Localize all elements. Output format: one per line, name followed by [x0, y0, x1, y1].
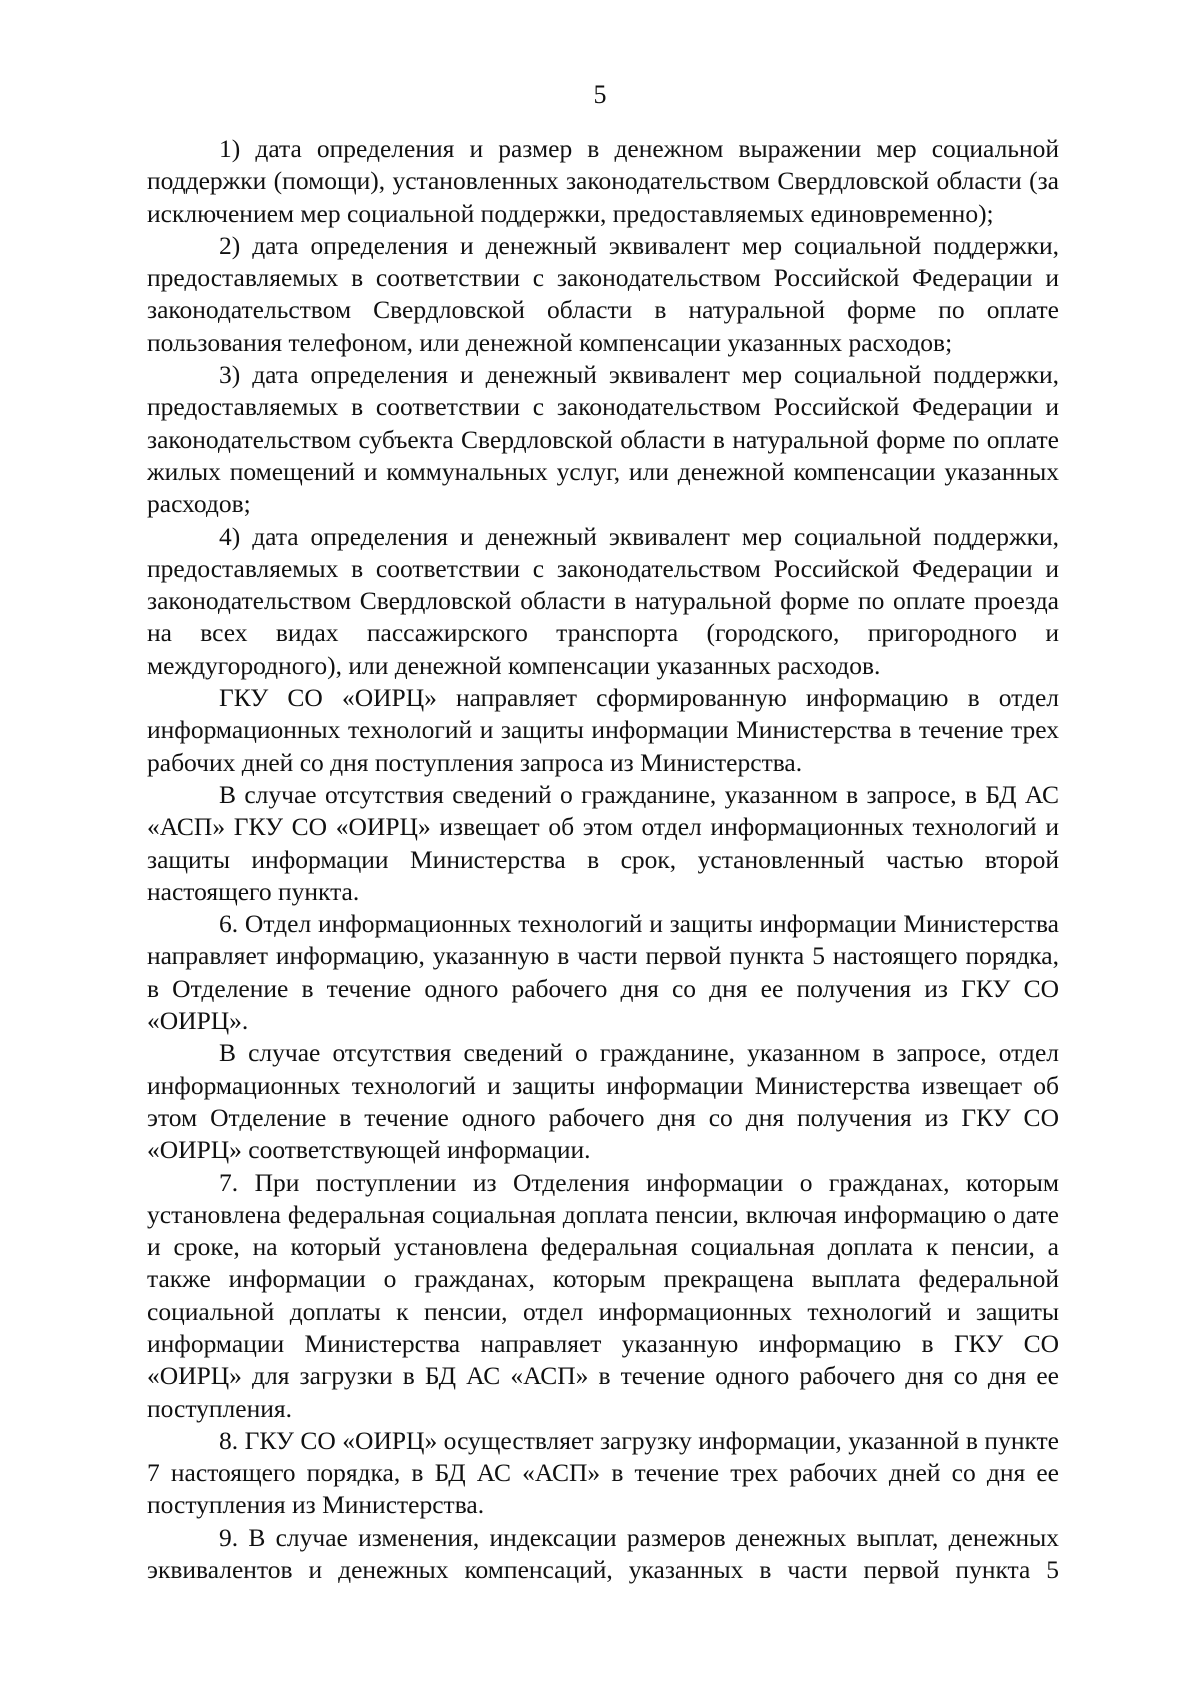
paragraph-item-1: 1) дата определения и размер в денежном выражении мер социальной поддержки (помощи), установленных законодательством Свердловской области (за исключением мер социальной поддержки, предоставляемых единовременно);	[147, 134, 1059, 228]
paragraph-point-7: 7. При поступлении из Отделения информации о гражданах, которым установлена федеральная социальная доплата пенсии, включая информацию о дате и сроке, на который установлена федеральная социальная доплата к пенсии, а также информации о гражданах, которым прекращена выплата федеральной социальной доплаты к пенсии, отдел информационных технологий и защиты информации Министерства направляет указанную информацию в ГКУ СО «ОИРЦ» для загрузки в БД АС «АСП» в течение одного рабочего дня со дня ее поступления.	[147, 1167, 1059, 1423]
paragraph-no-data-oirc: В случае отсутствия сведений о гражданине, указанном в запросе, в БД АС «АСП» ГКУ СО «ОИРЦ» извещает об этом отдел информационных технологий и защиты информации Министерства в срок, установленный частью второй настоящего пункта.	[147, 779, 1059, 906]
paragraph-oirc-sends-info: ГКУ СО «ОИРЦ» направляет сформированную информацию в отдел информационных технологий и защиты информации Министерства в течение трех рабочих дней со дня поступления запроса из Министерства.	[147, 683, 1059, 777]
paragraph-no-data-ministry: В случае отсутствия сведений о гражданине, указанном в запросе, отдел информационных технологий и защиты информации Министерства извещает об этом Отделение в течение одного рабочего дня со дня получения из ГКУ СО «ОИРЦ» соответствующей информации.	[147, 1038, 1059, 1165]
paragraph-point-9: 9. В случае изменения, индексации размеров денежных выплат, денежных эквивалентов и денежных компенсаций, указанных в части первой пункта 5	[147, 1522, 1059, 1585]
paragraph-item-4: 4) дата определения и денежный эквивалент мер социальной поддержки, предоставляемых в соответствии с законодательством Российской Федерации и законодательством Свердловской области в натуральной форме по оплате проезда на всех видах пассажирского транспорта (городского, пригородного и междугородного), или денежной компенсации указанных расходов.	[147, 521, 1059, 680]
page-number: 5	[593, 80, 607, 109]
paragraph-item-2: 2) дата определения и денежный эквивалент мер социальной поддержки, предоставляемых в соответствии с законодательством Российской Федерации и законодательством Свердловской области в натуральной форме по оплате пользования телефоном, или денежной компенсации указанных расходов;	[147, 230, 1059, 357]
paragraph-point-8: 8. ГКУ СО «ОИРЦ» осуществляет загрузку информации, указанной в пункте 7 настоящего порядка, в БД АС «АСП» в течение трех рабочих дней со дня ее поступления из Министерства.	[147, 1425, 1059, 1520]
paragraph-item-3: 3) дата определения и денежный эквивалент мер социальной поддержки, предоставляемых в соответствии с законодательством Российской Федерации и законодательством субъекта Свердловской области в натуральной форме по оплате жилых помещений и коммунальных услуг, или денежной компенсации указанных расходов;	[147, 360, 1059, 519]
document-body	[147, 133, 1059, 1586]
paragraph-point-6: 6. Отдел информационных технологий и защиты информации Министерства направляет информацию, указанную в части первой пункта 5 настоящего порядка, в Отделение в течение одного рабочего дня со дня ее получения из ГКУ СО «ОИРЦ».	[147, 909, 1059, 1036]
